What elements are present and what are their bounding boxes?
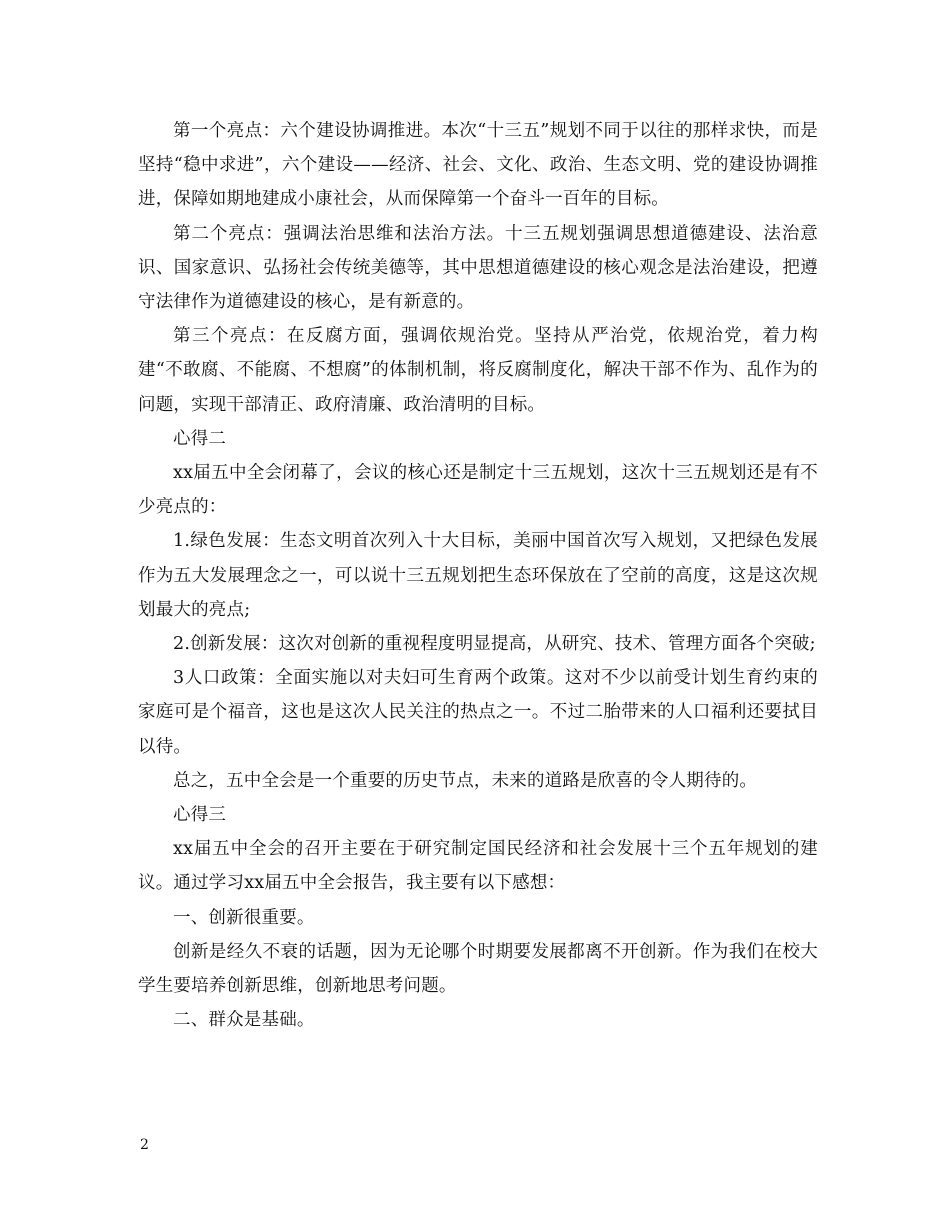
paragraph-intro-3: xx届五中全会的召开主要在于研究制定国民经济和社会发展十三个五年规划的建议。通过学习xx届五中全会报告，我主要有以下感想： (138, 839, 818, 894)
paragraph-highlight-1: 第一个亮点：六个建设协调推进。本次“十三五”规划不同于以往的那样求快，而是坚持“稳中求进”，六个建设——经济、社会、文化、政治、生态文明、党的建设协调推进，保障如期地建成小康社会，从而保障第一个奋斗一百年的目标。 (138, 121, 818, 210)
paragraph-green-development: 1.绿色发展：生态文明首次列入十大目标，美丽中国首次写入规划，又把绿色发展作为五大发展理念之一，可以说十三五规划把生态环保放在了空前的高度，这是这次规划最大的亮点; (138, 531, 818, 620)
section-heading-xinde-3: 心得三 (173, 805, 227, 826)
section-heading-xinde-2: 心得二 (173, 428, 227, 449)
paragraph-population-policy: 3人口政策：全面实施以对夫妇可生育两个政策。这对不少以前受计划生育约束的家庭可是个福音，这也是这次人民关注的热点之一。不过二胎带来的人口福利还要拭目以待。 (138, 668, 818, 757)
paragraph-intro-2: xx届五中全会闭幕了，会议的核心还是制定十三五规划，这次十三五规划还是有不少亮点的： (138, 463, 818, 518)
document-body (138, 114, 818, 1037)
paragraph-highlight-3: 第三个亮点：在反腐方面，强调依规治党。坚持从严治党，依规治党，着力构建“不敢腐、不能腐、不想腐”的体制机制，将反腐制度化，解决干部不作为、乱作为的问题，实现干部清正、政府清廉、政治清明的目标。 (138, 326, 818, 415)
paragraph-highlight-2: 第二个亮点：强调法治思维和法治方法。十三五规划强调思想道德建设、法治意识、国家意识、弘扬社会传统美德等，其中思想道德建设的核心观念是法治建设，把遵守法律作为道德建设的核心，是有新意的。 (138, 223, 818, 313)
paragraph-summary: 总之，五中全会是一个重要的历史节点，未来的道路是欣喜的令人期待的。 (173, 770, 758, 791)
paragraph-innovation-development: 2.创新发展：这次对创新的重视程度明显提高，从研究、技术、管理方面各个突破; (173, 634, 816, 655)
subheading-masses: 二、群众是基础。 (173, 1010, 315, 1031)
paragraph-innovation: 创新是经久不衰的话题，因为无论哪个时期要发展都离不开创新。作为我们在校大学生要培养创新思维，创新地思考问题。 (138, 941, 818, 997)
subheading-innovation: 一、创新很重要。 (173, 907, 315, 928)
page-number: 2 (140, 1137, 149, 1153)
